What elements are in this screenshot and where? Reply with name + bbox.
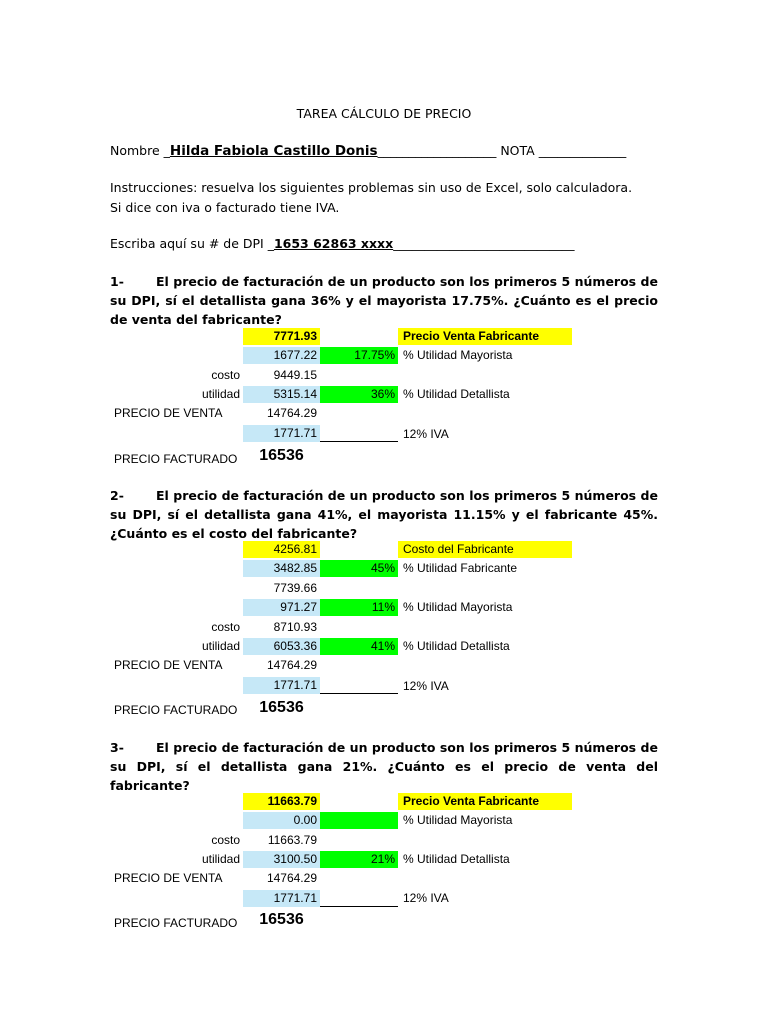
q3-mayorista-desc: % Utilidad Mayorista: [403, 813, 513, 827]
q1-mayorista-value: 1677.22: [243, 347, 320, 364]
q2-iva-value: 1771.71: [243, 677, 320, 694]
q2-fabricante-value: 3482.85: [243, 560, 320, 577]
q1-mayorista-desc: % Utilidad Mayorista: [403, 348, 513, 362]
q1-detallista-pct: 36%: [320, 386, 398, 403]
q2-mayorista-desc: % Utilidad Mayorista: [403, 600, 513, 614]
q3-result-value: 11663.79: [243, 793, 320, 810]
q1-iva-underline: [320, 441, 398, 442]
dpi-label: Escriba aquí su # de DPI _: [110, 236, 274, 251]
question-3: [110, 738, 658, 795]
q2-utilidad-value: 6053.36: [243, 638, 320, 655]
q1-facturado-label: PRECIO FACTURADO: [114, 452, 238, 466]
q3-utilidad-value: 3100.50: [243, 851, 320, 868]
q1-costo-value: 9449.15: [273, 368, 317, 382]
q2-precio-venta-label: PRECIO DE VENTA: [114, 658, 223, 672]
question-1-number: 1-: [110, 274, 124, 289]
q2-utilidad-label: utilidad: [201, 639, 240, 653]
q2-iva-desc: 12% IVA: [403, 679, 449, 693]
q3-result-desc: Precio Venta Fabricante: [398, 793, 572, 810]
q2-mayorista-value: 971.27: [243, 599, 320, 616]
q3-iva-underline: [320, 906, 398, 907]
question-2-text: El precio de facturación de un producto son los primeros 5 números de su DPI, sí el detallista gana 41%, el mayorista 11.15% y el fabricante 45%. ¿Cuánto es el costo del fabricante?: [110, 488, 658, 541]
question-3-number: 3-: [110, 740, 124, 755]
q2-precio-venta-value: 14764.29: [266, 658, 317, 672]
q2-costo-label: costo: [211, 620, 240, 634]
q2-facturado-label: PRECIO FACTURADO: [114, 703, 238, 717]
q2-iva-underline: [320, 693, 398, 694]
q2-fabricante-pct: 45%: [320, 560, 398, 577]
q1-iva-desc: 12% IVA: [403, 427, 449, 441]
nombre-line: [110, 143, 626, 159]
page-title: TAREA CÁLCULO DE PRECIO: [296, 106, 472, 121]
q1-costo-label: costo: [211, 368, 240, 382]
q1-result-value: 7771.93: [243, 328, 320, 345]
q3-facturado-label: PRECIO FACTURADO: [114, 916, 238, 930]
q2-detallista-pct: 41%: [320, 638, 398, 655]
q2-fabricante-desc: % Utilidad Fabricante: [403, 561, 518, 575]
q1-result-desc: Precio Venta Fabricante: [398, 328, 572, 345]
q3-costo-label: costo: [211, 833, 240, 847]
question-2-number: 2-: [110, 488, 124, 503]
q1-facturado-value: 16536: [259, 447, 304, 464]
q3-precio-venta-value: 14764.29: [266, 871, 317, 885]
q2-result-value: 4256.81: [243, 541, 320, 558]
nombre-value: Hilda Fabiola Castillo Donis: [169, 143, 378, 159]
q1-mayorista-pct: 17.75%: [320, 347, 398, 364]
q2-detallista-desc: % Utilidad Detallista: [403, 639, 510, 653]
q3-facturado-value: 16536: [259, 911, 304, 928]
question-2: [110, 486, 658, 543]
dpi-trail: _____________________________: [393, 236, 575, 251]
question-1-text: El precio de facturación de un producto son los primeros 5 números de su DPI, sí el detallista gana 36% y el mayorista 17.75%. ¿Cuánto es el precio de venta del fabricante?: [110, 274, 658, 327]
q1-iva-value: 1771.71: [243, 425, 320, 442]
dpi-line: [110, 236, 574, 252]
q3-mayorista-value: 0.00: [243, 812, 320, 829]
question-3-text: El precio de facturación de un producto son los primeros 5 números de su DPI, sí el detallista gana 21%. ¿Cuánto es el precio de venta del fabricante?: [110, 740, 658, 793]
q3-detallista-desc: % Utilidad Detallista: [403, 852, 510, 866]
q3-detallista-pct: 21%: [320, 851, 398, 868]
q1-detallista-desc: % Utilidad Detallista: [403, 387, 510, 401]
q2-facturado-value: 16536: [259, 699, 304, 716]
q1-precio-venta-label: PRECIO DE VENTA: [114, 406, 223, 420]
q3-utilidad-label: utilidad: [201, 852, 240, 866]
q3-costo-value: 11663.79: [267, 833, 317, 847]
nombre-label: Nombre _: [110, 143, 170, 158]
question-1: [110, 272, 658, 329]
instructions-line-2: Si dice con iva o facturado tiene IVA.: [110, 200, 340, 215]
q1-utilidad-label: utilidad: [201, 387, 240, 401]
q1-precio-venta-value: 14764.29: [266, 406, 317, 420]
q3-iva-value: 1771.71: [243, 890, 320, 907]
q2-result-desc: Costo del Fabricante: [398, 541, 572, 558]
nombre-trail: ___________________ NOTA ______________: [377, 143, 627, 158]
q2-subtotal-value: 7739.66: [273, 581, 317, 595]
q3-mayorista-pct: [320, 812, 398, 829]
instructions-line-1: Instrucciones: resuelva los siguientes problemas sin uso de Excel, solo calculadora.: [110, 180, 633, 195]
q1-utilidad-value: 5315.14: [243, 386, 320, 403]
q2-costo-value: 8710.93: [273, 620, 317, 634]
dpi-value: 1653 62863 xxxx: [273, 236, 394, 251]
q3-precio-venta-label: PRECIO DE VENTA: [114, 871, 223, 885]
q2-mayorista-pct: 11%: [320, 599, 398, 616]
q3-iva-desc: 12% IVA: [403, 891, 449, 905]
